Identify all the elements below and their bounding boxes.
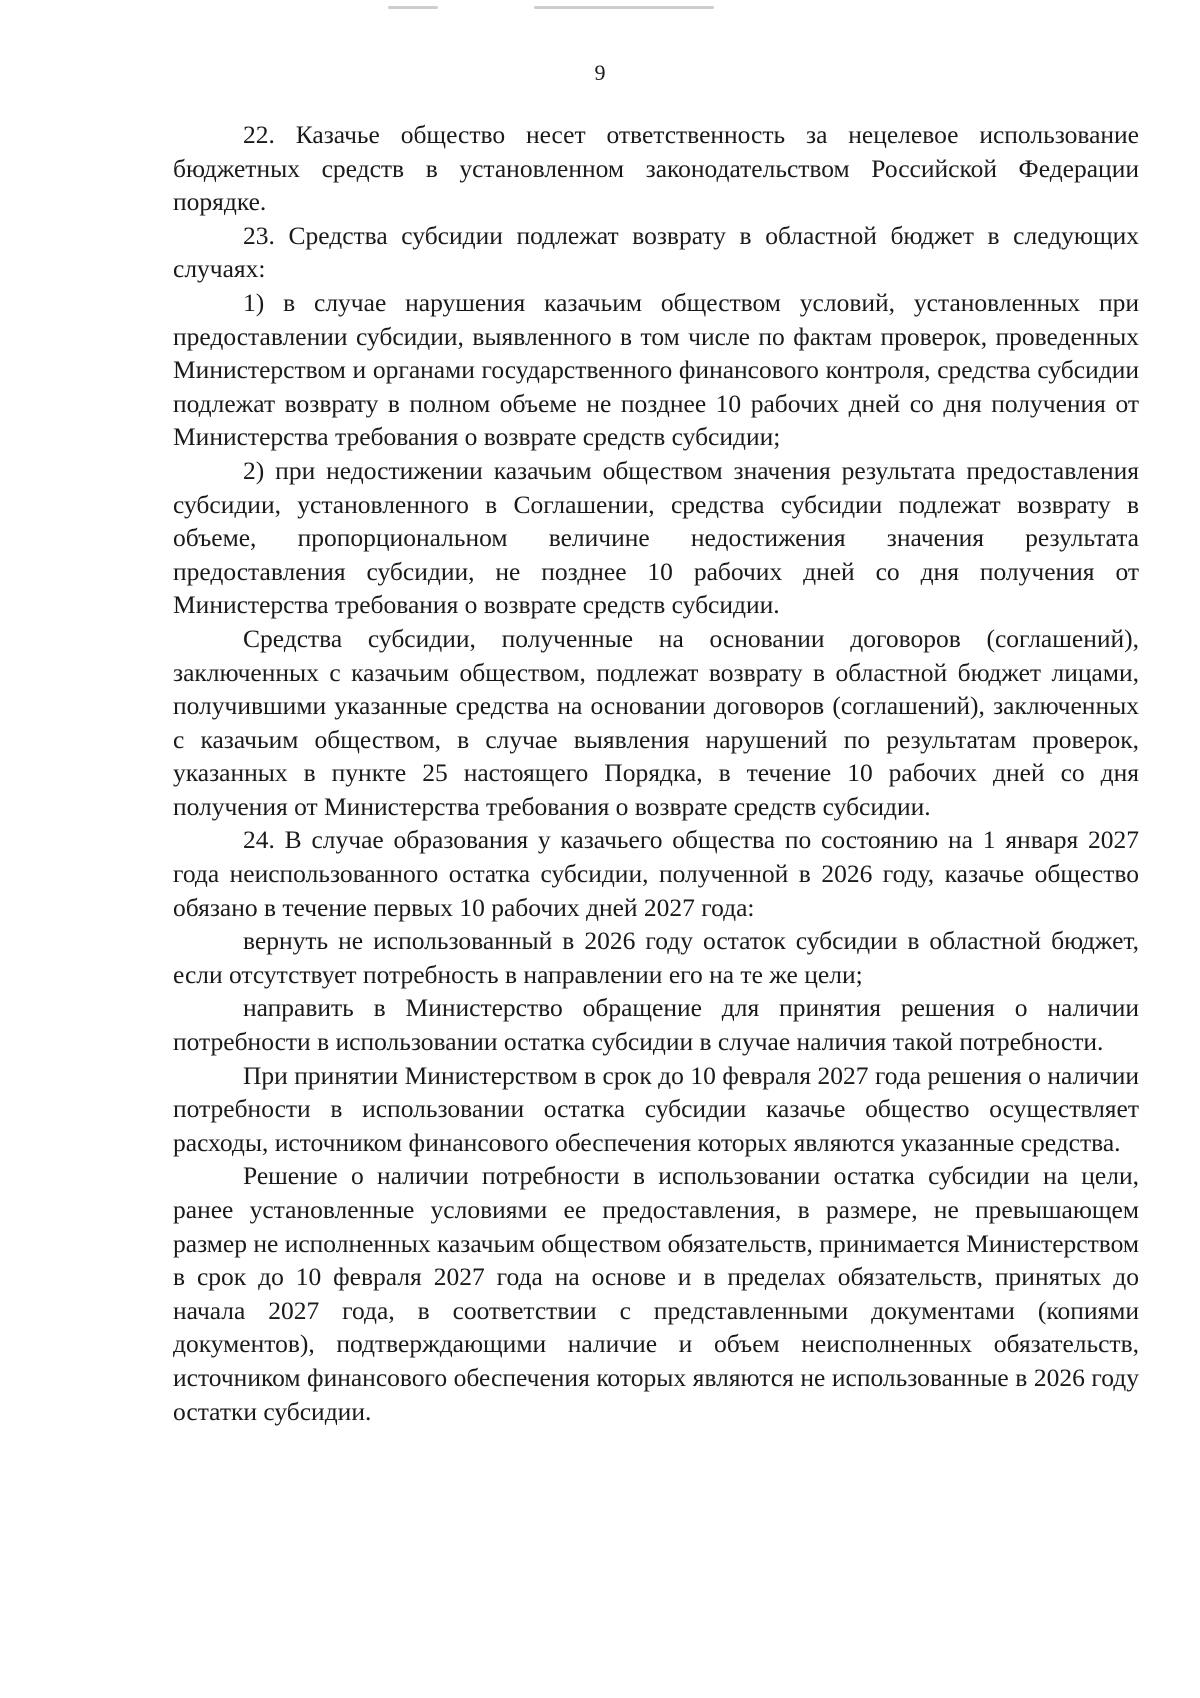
paragraph-23-item-2: 2) при недостижении казачьим обществом значения результата предоставления субсидии, установленного в Соглашении, средства субсидии подлежат возврату в объеме, пропорциональном величине недостижения значения результата предоставления субсидии, не позднее 10 рабочих дней со дня получения от Министерства требования о возврате средств субсидии. [173,455,1139,620]
paragraph-24-return: вернуть не использованный в 2026 году остаток субсидии в областной бюджет, если отсутствует потребность в направлении его на те же цели; [173,926,1139,989]
paragraph-23-item-1: 1) в случае нарушения казачьим обществом условий, установленных при предоставлении субсидии, выявленного в том числе по фактам проверок, проведенных Министерством и органами государственного финансового контроля, средства субсидии подлежат возврату в полном объеме не позднее 10 рабочих дней со дня получения от Министерства требования о возврате средств субсидии; [173,287,1139,452]
paragraph-22: 22. Казачье общество несет ответственность за нецелевое использование бюджетных средств в установленном законодательством Российской Федерации порядке. [173,120,1139,217]
document-body [173,118,1139,1428]
paragraph-24-decision: Решение о наличии потребности в использовании остатка субсидии на цели, ранее установленные условиями ее предоставления, в размере, не превышающем размер не исполненных казачьим обществом обязательств, принимается Министерством в срок до 10 февраля 2027 года на основе и в пределах обязательств, принятых до начала 2027 года, в соответствии с представленными документами (копиями документов), подтверждающими наличие и объем неисполненных обязательств, источником финансового обеспечения которых являются не использованные в 2026 году остатки субсидии. [173,1161,1139,1426]
paragraph-23: 23. Средства субсидии подлежат возврату в областной бюджет в следующих случаях: [173,220,1139,284]
paragraph-24-request: направить в Министерство обращение для принятия решения о наличии потребности в использовании остатка субсидии в случае наличия такой потребности. [173,993,1139,1057]
paragraph-24: 24. В случае образования у казачьего общества по состоянию на 1 января 2027 года неиспользованного остатка субсидии, полученной в 2026 году, казачье общество обязано в течение первых 10 рабочих дней 2027 года: [173,825,1139,922]
scan-artifact [534,6,714,9]
scan-artifact [388,6,438,9]
paragraph-24-expenses: При принятии Министерством в срок до 10 февраля 2027 года решения о наличии потребности в использовании остатка субсидии казачье общество осуществляет расходы, источником финансового обеспечения которых являются указанные средства. [173,1060,1139,1157]
paragraph-23-contracts: Средства субсидии, полученные на основании договоров (соглашений), заключенных с казачьим обществом, подлежат возврату в областной бюджет лицами, получившими указанные средства на основании договоров (соглашений), заключенных с казачьим обществом, в случае выявления нарушений по результатам проверок, указанных в пункте 25 настоящего Порядка, в течение 10 рабочих дней со дня получения от Министерства требования о возврате средств субсидии. [173,623,1139,821]
page-number: 9 [594,60,606,85]
